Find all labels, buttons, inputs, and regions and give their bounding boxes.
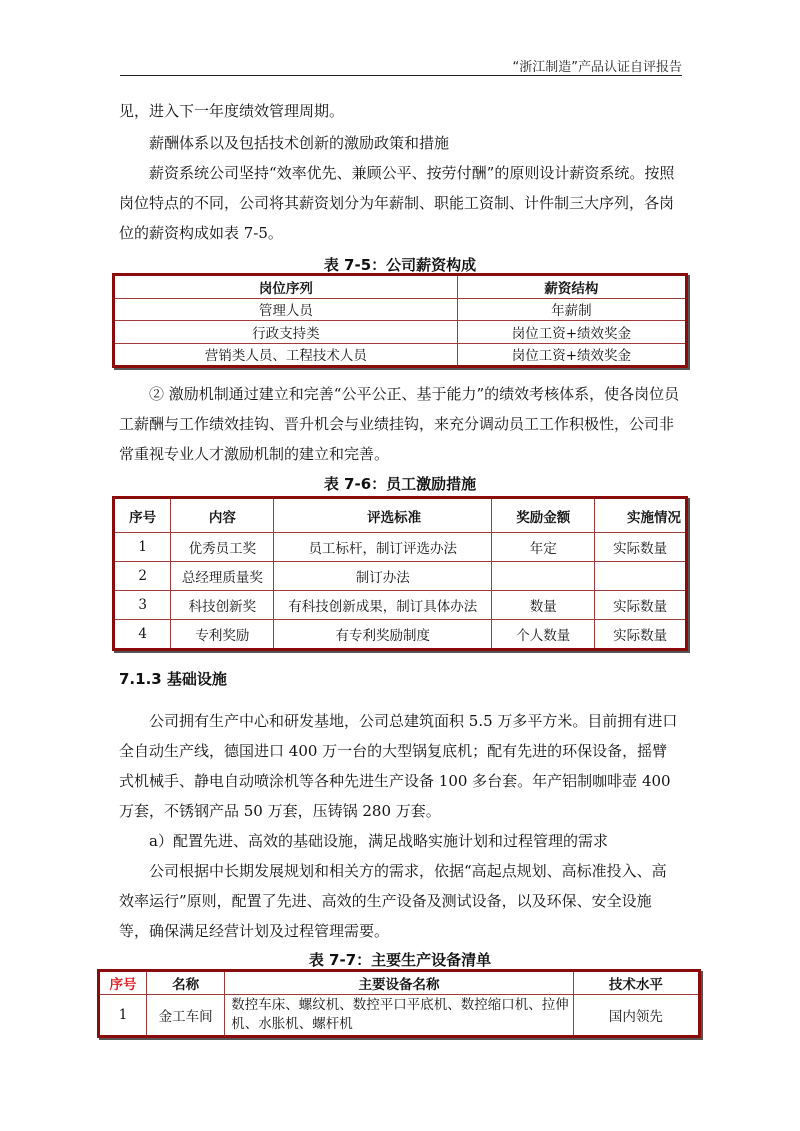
column-header: 奖励金额 [492, 498, 595, 533]
running-header-title: “浙江制造”产品认证自评报告 [512, 60, 682, 75]
table-cell: 1 [99, 995, 147, 1037]
table-cell: 实际数量 [595, 533, 687, 562]
table-row [114, 562, 687, 591]
table-cell: 2 [114, 562, 171, 591]
table-header-row [114, 498, 687, 533]
column-header: 技术水平 [573, 971, 699, 995]
column-header: 名称 [147, 971, 225, 995]
table-row [114, 298, 687, 321]
table-cell: 实际数量 [595, 620, 687, 650]
table-row [114, 591, 687, 620]
table-row [114, 533, 687, 562]
table-cell: 金工车间 [147, 995, 225, 1037]
header-rule [120, 75, 682, 76]
table-cell: 年薪制 [457, 298, 686, 321]
table-cell: 岗位工资+绩效奖金 [457, 321, 686, 344]
table-cell: 有科技创新成果，制订具体办法 [274, 591, 492, 620]
paragraph: a）配置先进、高效的基础设施，满足战略实施计划和过程管理的需求 [149, 832, 608, 850]
paragraph: 薪酬体系以及包括技术创新的激励政策和措施 [149, 134, 450, 152]
table-cell: 总经理质量奖 [171, 562, 274, 591]
paragraph: ② 激励机制通过建立和完善“公平公正、基于能力”的绩效考核体系，使各岗位员工薪酬与工作绩效挂钩、晋升机会与业绩挂钩，来充分调动员工工作积极性，公司非常重视专业人才激励机制的建立和完善。 [119, 385, 680, 463]
table-cell: 4 [114, 620, 171, 650]
table-caption: 表 7-6：员工激励措施 [323, 475, 477, 493]
table-row [114, 343, 687, 367]
table-cell: 岗位工资+绩效奖金 [457, 343, 686, 367]
table-cell: 科技创新奖 [171, 591, 274, 620]
table-cell: 有专利奖励制度 [274, 620, 492, 650]
table-cell: 数量 [492, 591, 595, 620]
column-header: 评选标准 [274, 498, 492, 533]
column-header: 实施情况 [595, 498, 687, 533]
table-cell: 数控车床、螺纹机、数控平口平底机、数控缩口机、拉伸机、水胀机、螺杆机 [225, 995, 574, 1037]
paragraph: 薪资系统公司坚持“效率优先、兼顾公平、按劳付酬”的原则设计薪资系统。按照岗位特点的不同，公司将其薪资划分为年薪制、职能工资制、计件制三大序列，各岗位的薪资构成如表 7-5。 [119, 164, 675, 242]
incentive-measures-table [112, 496, 688, 651]
table-row [99, 995, 700, 1037]
table-row [114, 620, 687, 650]
table-caption: 表 7-5：公司薪资构成 [323, 256, 477, 274]
table-cell: 行政支持类 [114, 321, 458, 344]
table-cell [492, 562, 595, 591]
paragraph: 公司拥有生产中心和研发基地，公司总建筑面积 5.5 万多平方米。目前拥有进口全自动生产线，德国进口 400 万一台的大型锅复底机；配有先进的环保设备，摇臂式机械手、静电自动喷涂机等各种先进生产设备 100 多台套。年产铝制咖啡壶 400 万套，不锈钢产品 50 万套，压铸锅 280 万套。 [119, 712, 678, 820]
section-heading: 7.1.3 基础设施 [119, 670, 227, 688]
table-cell: 管理人员 [114, 298, 458, 321]
table-cell: 年定 [492, 533, 595, 562]
paragraph: 公司根据中长期发展规划和相关方的需求，依据“高起点规划、高标准投入、高效率运行”原则，配置了先进、高效的生产设备及测试设备，以及环保、安全设施等，确保满足经营计划及过程管理需要。 [119, 862, 667, 940]
table-cell [595, 562, 687, 591]
column-header: 内容 [171, 498, 274, 533]
table-header-row [99, 971, 700, 995]
table-cell: 营销类人员、工程技术人员 [114, 343, 458, 367]
salary-structure-table [112, 273, 688, 368]
table-cell: 国内领先 [573, 995, 699, 1037]
equipment-list-table [97, 969, 701, 1038]
column-header: 主要设备名称 [225, 971, 574, 995]
table-row [114, 321, 687, 344]
table-cell: 员工标杆，制订评选办法 [274, 533, 492, 562]
table-cell: 制订办法 [274, 562, 492, 591]
table-cell: 优秀员工奖 [171, 533, 274, 562]
table-header-row [114, 275, 687, 299]
column-header: 序号 [99, 971, 147, 995]
table-cell: 专利奖励 [171, 620, 274, 650]
column-header: 岗位序列 [114, 275, 458, 299]
table-cell: 3 [114, 591, 171, 620]
table-cell: 个人数量 [492, 620, 595, 650]
column-header: 序号 [114, 498, 171, 533]
column-header: 薪资结构 [457, 275, 686, 299]
paragraph: 见，进入下一年度绩效管理周期。 [119, 102, 345, 120]
table-cell: 实际数量 [595, 591, 687, 620]
table-caption: 表 7-7：主要生产设备清单 [308, 951, 492, 969]
table-cell: 1 [114, 533, 171, 562]
